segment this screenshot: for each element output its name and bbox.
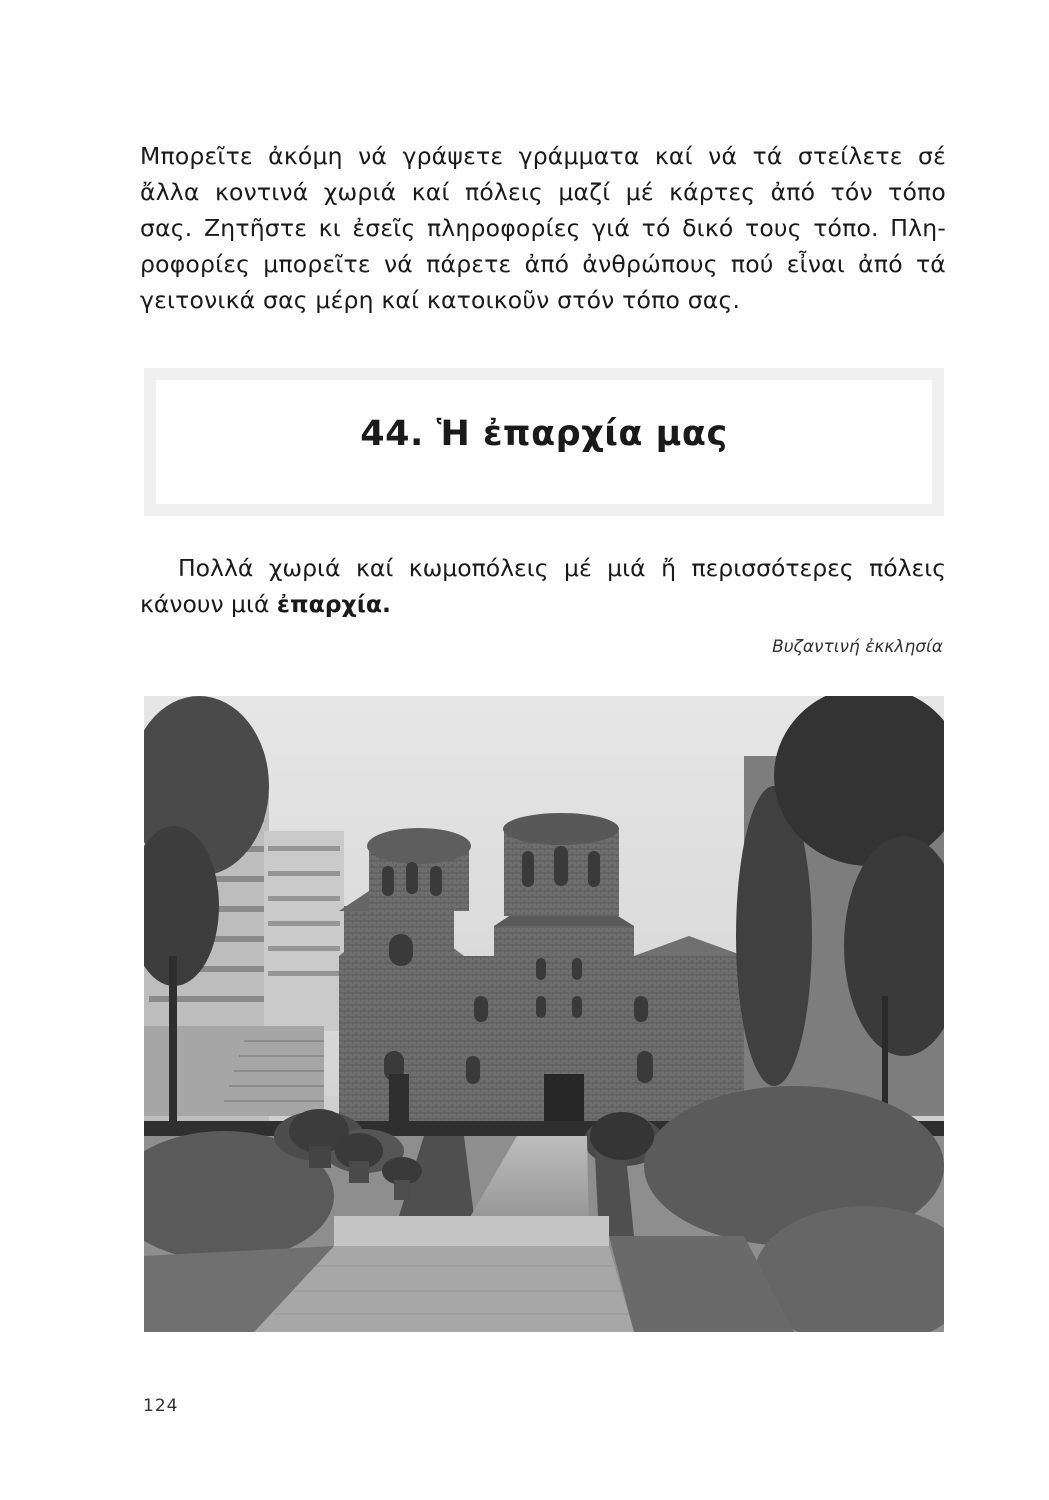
page-number: 124 [143,1396,179,1416]
body-paragraph [140,550,946,622]
intro-paragraph [140,138,946,318]
intro-line: γειτονικά σας μέρη καί κατοικοῦν στόν τόπο σας. [140,286,741,314]
intro-line: ἄλλα κοντινά χωριά καί πόλεις μαζί μέ κάρτες ἀπό τόν τόπο [140,178,946,206]
intro-line: ροφορίες μπορεῖτε νά πάρετε ἀπό ἀνθρώπους πού εἶναι ἀπό τά [140,250,946,278]
intro-line: σας. Ζητῆστε κι ἐσεῖς πληροφορίες γιά τό δικό τους τόπο. Πλη- [140,214,946,242]
lesson-heading-inner [156,380,932,504]
church-photo-illustration [144,696,944,1332]
intro-line: Μπορεῖτε ἀκόμη νά γράψετε γράμματα καί νά τά στείλετε σέ [140,142,946,170]
lesson-title: 44. Ἡ ἐπαρχία μας [360,414,728,454]
body-line-text: κάνουν μιά [140,590,277,618]
church-photograph [144,696,944,1332]
figure-caption: Βυζαντινή ἐκκλησία [772,637,943,657]
body-line: Πολλά χωριά καί κωμοπόλεις μέ μιά ἤ περισσότερες πόλεις [178,554,946,582]
body-line [140,586,946,622]
lesson-heading-box [144,368,944,516]
bold-term: ἐπαρχία. [276,590,391,618]
